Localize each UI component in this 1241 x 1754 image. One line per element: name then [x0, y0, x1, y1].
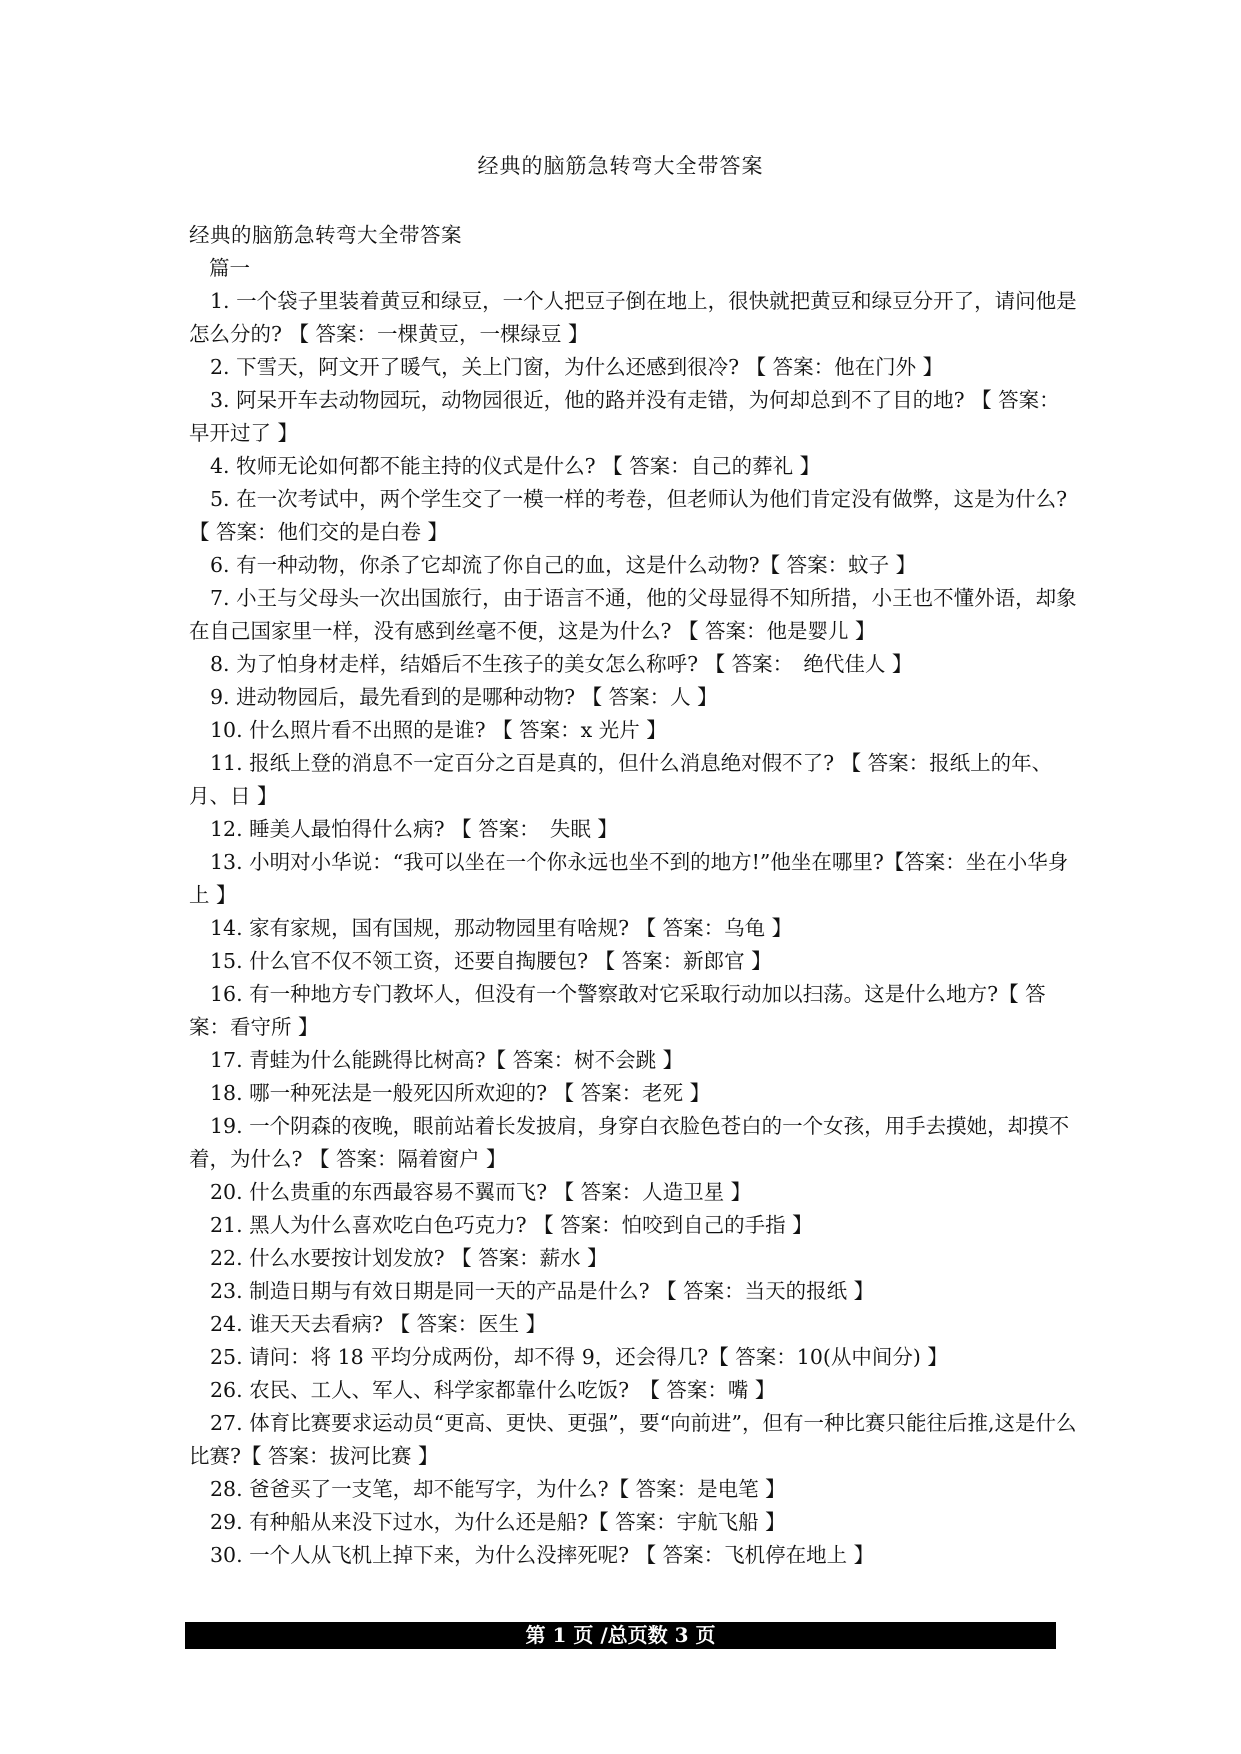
qa-item: 25. 请问：将 18 平均分成两份，却不得 9，还会得几?【 答案：10(从中间分) 】: [210, 1345, 948, 1369]
document-title: 经典的脑筋急转弯大全带答案: [477, 154, 764, 178]
qa-item: 8. 为了怕身材走样，结婚后不生孩子的美女怎么称呼? 【 答案： 绝代佳人 】: [210, 652, 913, 676]
qa-item: 6. 有一种动物，你杀了它却流了你自己的血，这是什么动物?【 答案：蚊子 】: [210, 553, 917, 577]
qa-item: 28. 爸爸买了一支笔，却不能写字，为什么?【 答案：是电笔 】: [210, 1477, 786, 1501]
qa-item: 21. 黑人为什么喜欢吃白色巧克力? 【 答案：怕咬到自己的手指 】: [210, 1213, 813, 1237]
qa-item: 20. 什么贵重的东西最容易不翼而飞? 【 答案：人造卫星 】: [210, 1180, 752, 1204]
qa-item: 4. 牧师无论如何都不能主持的仪式是什么? 【 答案：自己的葬礼 】: [210, 454, 821, 478]
qa-item: 11. 报纸上登的消息不一定百分之百是真的，但什么消息绝对假不了? 【 答案：报纸上的年、月、日 】: [189, 751, 1053, 808]
qa-item: 23. 制造日期与有效日期是同一天的产品是什么? 【 答案：当天的报纸 】: [210, 1279, 875, 1303]
qa-item: 9. 进动物园后，最先看到的是哪种动物? 【 答案：人 】: [210, 685, 718, 709]
qa-item: 14. 家有家规，国有国规，那动物园里有啥规? 【 答案：乌龟 】: [210, 916, 793, 940]
qa-item: 1. 一个袋子里装着黄豆和绿豆，一个人把豆子倒在地上，很快就把黄豆和绿豆分开了，请问他是怎么分的? 【 答案：一棵黄豆，一棵绿豆 】: [189, 289, 1077, 346]
page-footer: [185, 1622, 1056, 1649]
qa-item: 30. 一个人从飞机上掉下来，为什么没摔死呢? 【 答案：飞机停在地上 】: [210, 1543, 875, 1567]
qa-item: 5. 在一次考试中，两个学生交了一模一样的考卷，但老师认为他们肯定没有做弊，这是为什么? 【 答案：他们交的是白卷 】: [189, 487, 1068, 544]
qa-item: 3. 阿呆开车去动物园玩，动物园很近，他的路并没有走错，为何却总到不了目的地? 【 答案：早开过了 】: [189, 388, 1060, 445]
qa-item: 2. 下雪天，阿文开了暖气，关上门窗，为什么还感到很冷? 【 答案：他在门外 】: [210, 355, 944, 379]
section-heading: 篇一: [209, 256, 250, 280]
qa-item: 18. 哪一种死法是一般死囚所欢迎的? 【 答案：老死 】: [210, 1081, 711, 1105]
qa-item: 24. 谁天天去看病? 【 答案：医生 】: [210, 1312, 547, 1336]
page-number-label: 第 1 页 /总页数 3 页: [525, 1623, 716, 1647]
qa-item: 16. 有一种地方专门教坏人，但没有一个警察敢对它采取行动加以扫荡。这是什么地方?【 答案：看守所 】: [189, 982, 1046, 1039]
qa-item: 27. 体育比赛要求运动员“更高、更快、更强”，要“向前进”，但有一种比赛只能往后推,这是什么比赛?【 答案：拔河比赛 】: [189, 1411, 1077, 1468]
document-body: [189, 219, 1077, 1572]
qa-item: 26. 农民、工人、军人、科学家都靠什么吃饭? 【 答案：嘴 】: [210, 1378, 776, 1402]
qa-item: 12. 睡美人最怕得什么病? 【 答案： 失眠 】: [210, 817, 618, 841]
qa-item: 7. 小王与父母头一次出国旅行，由于语言不通，他的父母显得不知所措，小王也不懂外语，却象在自己国家里一样，没有感到丝毫不便，这是为什么? 【 答案：他是婴儿 】: [189, 586, 1077, 643]
qa-item: 10. 什么照片看不出照的是谁? 【 答案：x 光片 】: [210, 718, 667, 742]
qa-item: 13. 小明对小华说：“我可以坐在一个你永远也坐不到的地方!”他坐在哪里?【答案：坐在小华身上 】: [189, 850, 1069, 907]
qa-item: 15. 什么官不仅不领工资，还要自掏腰包? 【 答案：新郎官 】: [210, 949, 772, 973]
qa-item: 22. 什么水要按计划发放? 【 答案：薪水 】: [210, 1246, 608, 1270]
document-subtitle: 经典的脑筋急转弯大全带答案: [189, 223, 462, 247]
qa-item: 29. 有种船从来没下过水，为什么还是船?【 答案：宇航飞船 】: [210, 1510, 786, 1534]
qa-list: [189, 285, 1077, 1572]
qa-item: 19. 一个阴森的夜晚，眼前站着长发披肩，身穿白衣脸色苍白的一个女孩，用手去摸她，却摸不着，为什么? 【 答案：隔着窗户 】: [189, 1114, 1070, 1171]
qa-item: 17. 青蛙为什么能跳得比树高?【 答案：树不会跳 】: [210, 1048, 684, 1072]
